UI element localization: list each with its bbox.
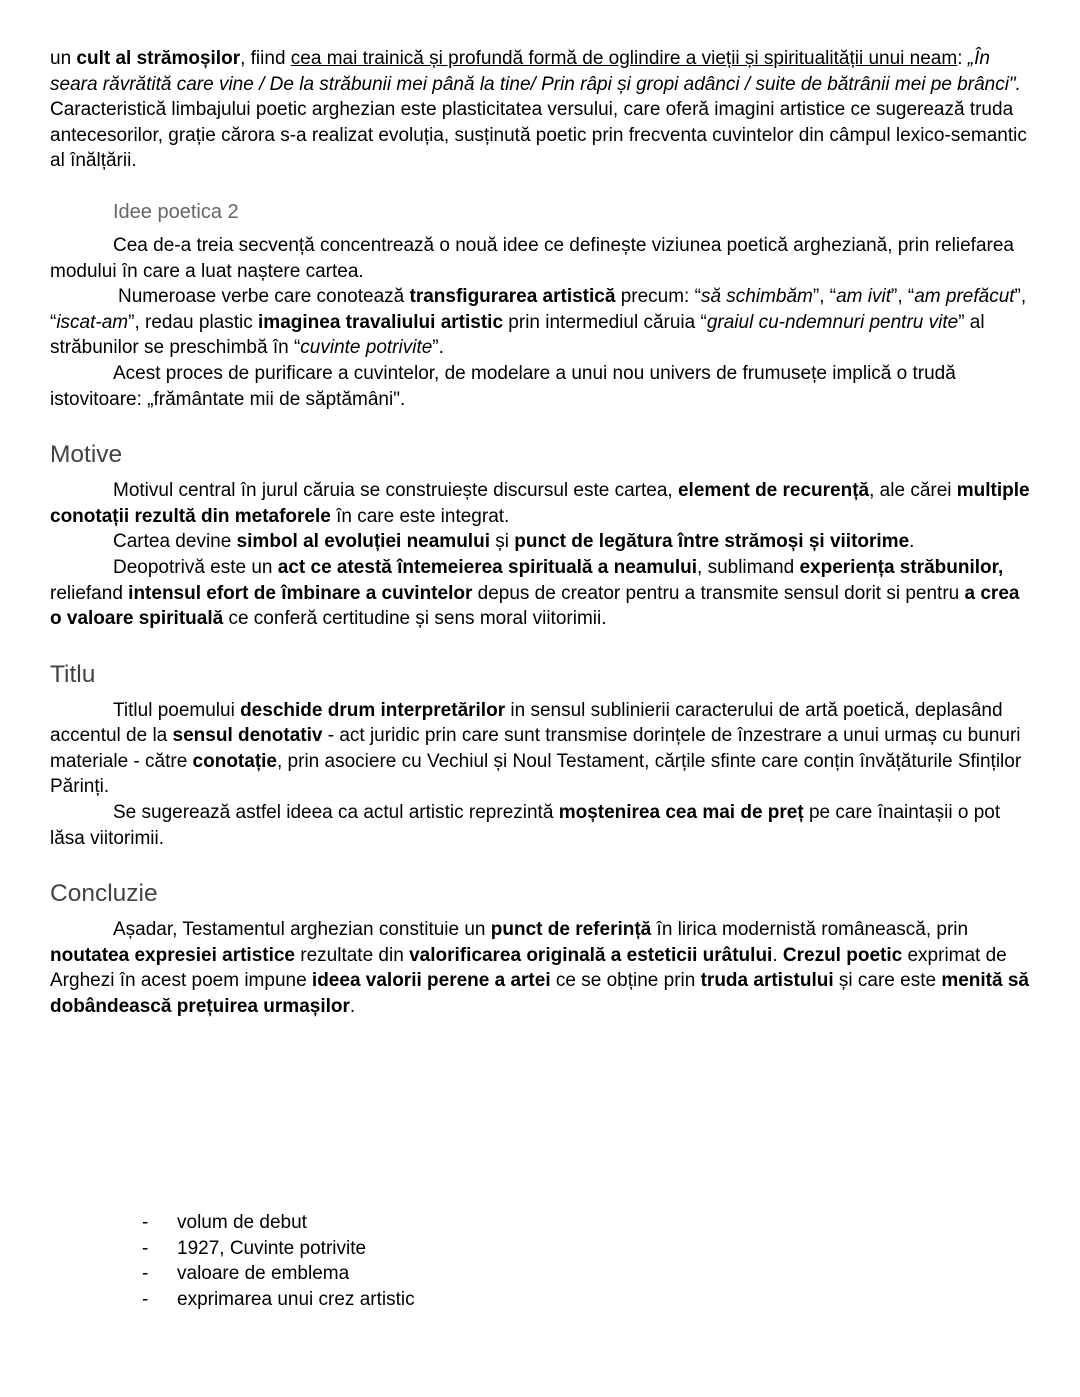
heading-titlu: Titlu <box>50 660 96 688</box>
text-run: Cartea devine <box>113 531 237 553</box>
motive-paragraph-1 <box>50 478 1035 529</box>
idee2-paragraph-3: Acest proces de purificare a cuvintelor, de modelare a unui nou univers de frumusețe implică o trudă istovitoare: „frământate mii de săptămâni". <box>50 362 956 410</box>
text-run: exprimat de Arghezi în acest poem impune <box>50 944 1007 992</box>
titlu-paragraph-2 <box>50 800 1035 851</box>
underlined-text: cea mai trainică și profundă formă de oglindire a vieții și spiritualității unui neam <box>290 48 958 69</box>
text-run: - act juridic prin care sunt transmise dorințele de înzestrare a unui urmaș cu bunuri materiale - către <box>50 725 1021 772</box>
text-run: Numeroase verbe care conotează <box>118 286 410 308</box>
text-run: ”. <box>432 337 444 359</box>
text-run: Deopotrivă este un <box>113 556 278 578</box>
bullet-marker: - <box>142 1263 149 1285</box>
bold-text: punct de referință <box>490 919 652 941</box>
bullet-list <box>142 1210 415 1312</box>
list-item-text: 1927, Cuvinte potrivite <box>177 1237 367 1259</box>
idee2-paragraph-2 <box>50 284 1035 361</box>
text-run: Titlul poemului <box>113 699 241 721</box>
bold-text: ideea valorii perene a artei <box>311 970 551 992</box>
subheading-idee-poetica-2: Idee poetica 2 <box>113 200 239 223</box>
heading-concluzie: Concluzie <box>50 880 158 908</box>
list-item <box>142 1287 415 1313</box>
italic-text: să schimbăm <box>700 286 813 308</box>
bold-text: intensul efort de îmbinare a cuvintelor <box>128 582 473 604</box>
bold-text: Crezul poetic <box>782 944 903 966</box>
text-run: rezultate din <box>295 944 410 966</box>
bullet-marker: - <box>142 1212 149 1233</box>
text-run: ” al străbunilor se preschimbă în “ <box>50 311 985 359</box>
list-item <box>142 1236 415 1262</box>
list-item-text: exprimarea unui crez artistic <box>177 1288 415 1310</box>
text-run: precum: “ <box>615 286 701 308</box>
bold-text: truda artistului <box>700 970 834 992</box>
text-run: . <box>349 996 356 1018</box>
list-item-text: valoare de emblema <box>177 1263 350 1285</box>
text-run: și care este <box>833 970 942 992</box>
text-run: , ale cărei <box>869 480 957 502</box>
bold-text: a crea o valoare spirituală <box>50 582 1020 630</box>
italic-text: graiul cu-ndemnuri pentru vite <box>706 311 959 333</box>
heading-motive: Motive <box>50 441 123 469</box>
text-run: reliefand <box>50 582 129 604</box>
bold-text: simbol al evoluției neamului <box>236 531 490 553</box>
text-run: ”, redau plastic <box>128 311 259 333</box>
list-item <box>142 1261 415 1287</box>
text-run: in sensul sublinierii caracterului de artă poetică, deplasând accentul de la <box>50 699 1003 747</box>
bold-text: transfigurarea artistică <box>409 286 616 308</box>
bold-text: imaginea travaliului artistic <box>258 311 504 333</box>
text-run: în lirica modernistă românească, prin <box>651 919 969 941</box>
text-run: , fiind <box>240 48 291 69</box>
bold-text: moștenirea cea mai de preț <box>558 802 804 824</box>
verse-quote: „În seara răvrătită care vine / De la străbunii mei până la tine/ Prin râpi și gropi adânci / suite de bătrânii mei pe brânci". <box>50 48 1021 95</box>
italic-text: am ivit <box>836 286 891 308</box>
document-page <box>50 46 1035 1020</box>
bold-text: noutatea expresiei artistice <box>50 944 295 966</box>
text-run: : <box>957 48 968 69</box>
bullet-marker: - <box>142 1288 149 1310</box>
bold-text: multiple conotații rezultă din metaforele <box>50 480 1030 527</box>
text-run: prin intermediul căruia “ <box>503 311 707 333</box>
bold-text: punct de legătura între strămoși și viitorime <box>514 531 910 553</box>
text-run: un <box>50 48 77 69</box>
list-item <box>142 1210 415 1236</box>
titlu-paragraph-1 <box>50 698 1035 800</box>
intro-paragraph <box>50 46 1035 174</box>
text-run: Așadar, Testamentul arghezian constituie un <box>113 919 491 941</box>
bold-text: valorificarea originală a esteticii urâtului <box>409 944 773 966</box>
italic-text: iscat-am <box>56 311 129 333</box>
text-run: ce conferă certitudine și sens moral viitorimii. <box>223 608 607 630</box>
text-run: Motivul central în jurul căruia se construiește discursul este cartea, <box>113 480 678 502</box>
text-run: ”, “ <box>812 286 837 308</box>
idee2-paragraph-1: Cea de-a treia secvență concentrează o nouă idee ce definește viziunea poetică argheziană, prin reliefarea modului în care a luat naștere cartea. <box>50 234 1014 282</box>
list-item-text: volum de debut <box>177 1212 307 1233</box>
text-run: ”, “ <box>50 286 1027 333</box>
text-run: depus de creator pentru a transmite sensul dorit si pentru <box>472 582 965 604</box>
motive-paragraph-3 <box>50 555 1035 632</box>
text-run: ”, “ <box>891 286 915 308</box>
concluzie-paragraph <box>50 917 1035 1019</box>
italic-text: cuvinte potrivite <box>300 337 433 359</box>
italic-text: am prefăcut <box>914 286 1015 308</box>
bold-text: deschide drum interpretărilor <box>240 699 506 721</box>
text-run: . <box>772 944 783 966</box>
text-run: ce se obține prin <box>550 970 701 992</box>
bullet-marker: - <box>142 1237 149 1259</box>
text-run: în care este integrat. <box>330 505 510 527</box>
bold-text: element de recurență <box>677 480 870 502</box>
bold-text: menită să dobândească prețuirea urmașilor <box>50 970 1029 1018</box>
text-run: Caracteristică limbajului poetic arghezian este plasticitatea versului, care oferă imagini artistice ce sugerează truda antecesorilor, grație cărora s-a realizat evoluția, susținută poetic prin frecventa cuvintelor din câmpul lexico-semantic al înălțării. <box>50 99 1027 172</box>
bold-text: conotație <box>192 750 277 772</box>
text-run: , sublimand <box>697 556 800 578</box>
bold-text: experiența străbunilor, <box>799 556 1004 578</box>
text-run: . <box>909 531 915 553</box>
text-run: , prin asociere cu Vechiul și Noul Testament, cărțile sfinte care conțin învățăturile Sfinților Părinți. <box>50 750 1022 798</box>
text-run: Se sugerează astfel ideea ca actul artistic reprezintă <box>113 802 559 824</box>
bold-text: cult al strămoșilor <box>76 48 241 69</box>
bold-text: sensul denotativ <box>172 725 323 747</box>
motive-paragraph-2 <box>50 529 1035 555</box>
bold-text: act ce atestă întemeierea spirituală a neamului <box>277 556 698 578</box>
text-run: și <box>489 531 515 553</box>
text-run: pe care înaintașii o pot lăsa viitorimii. <box>50 802 1001 849</box>
